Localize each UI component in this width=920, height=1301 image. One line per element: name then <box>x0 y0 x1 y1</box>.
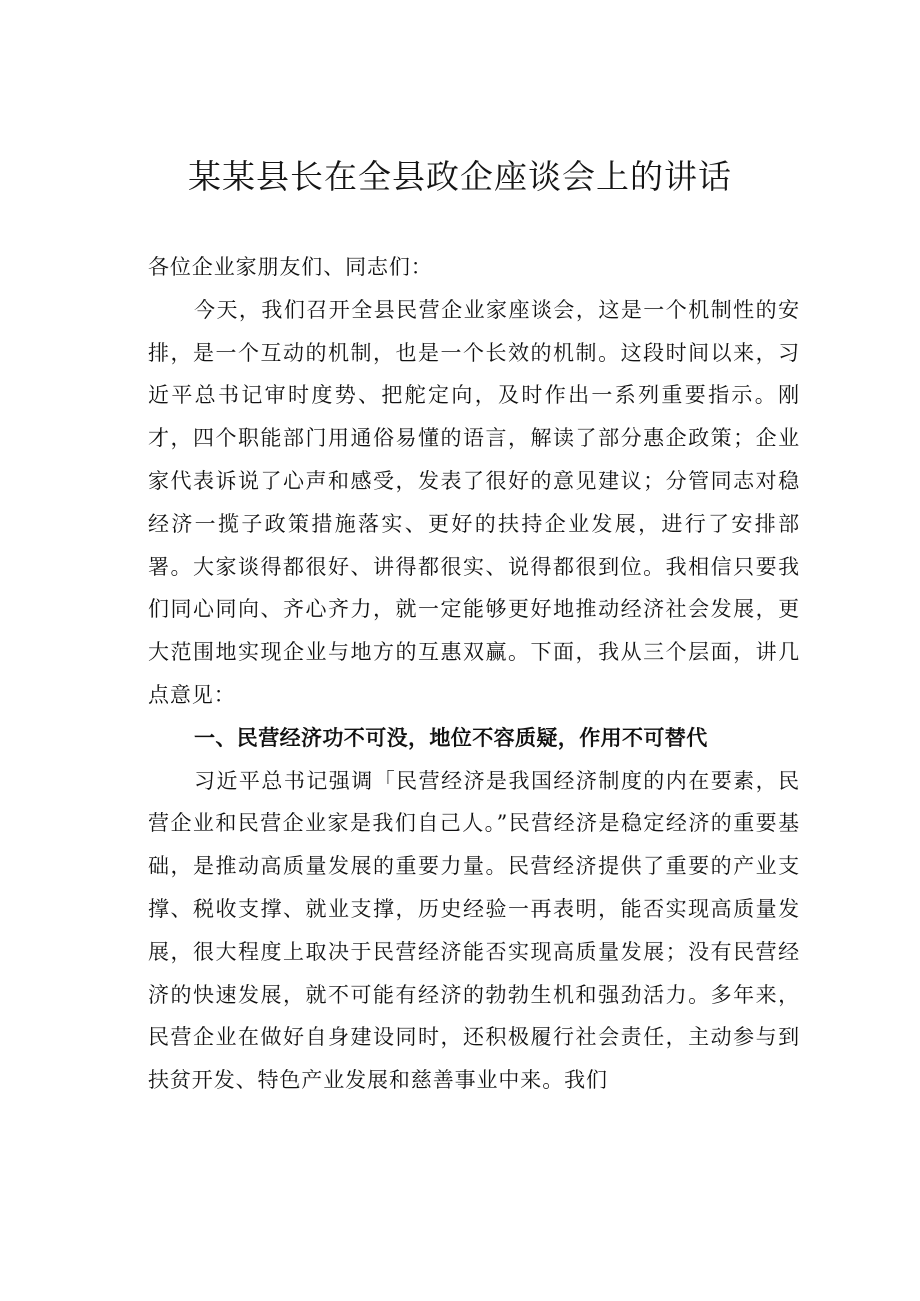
document-body <box>148 246 800 1102</box>
section-heading: 一、民营经济功不可没，地位不容质疑，作用不可替代 <box>194 725 708 750</box>
intro-paragraph: 今天，我们召开全县民营企业家座谈会，这是一个机制性的安排，是一个互动的机制，也是一个长效的机制。这段时间以来，习近平总书记审时度势、把舵定向，及时作出一系列重要指示。刚才，四个职能部门用通俗易懂的语言，解读了部分惠企政策；企业家代表诉说了心声和感受，发表了很好的意见建议；分管同志对稳经济一揽子政策措施落实、更好的扶持企业发展，进行了安排部署。大家谈得都很好、讲得都很实、说得都很到位。我相信只要我们同心同向、齐心齐力，就一定能够更好地推动经济社会发展，更大范围地实现企业与地方的互惠双赢。下面，我从三个层面，讲几点意见： <box>148 297 800 707</box>
section-paragraph: 习近平总书记强调「民营经济是我国经济制度的内在要素，民营企业和民营企业家是我们自己人。”民营经济是稳定经济的重要基础，是推动高质量发展的重要力量。民营经济提供了重要的产业支撑、税收支撑、就业支撑，历史经验一再表明，能否实现高质量发展，很大程度上取决于民营经济能否实现高质量发展；没有民营经济的快速发展，就不可能有经济的勃勃生机和强劲活力。多年来，民营企业在做好自身建设同时，还积极履行社会责任，主动参与到扶贫开发、特色产业发展和慈善事业中来。我们 <box>148 768 800 1093</box>
document-title: 某某县长在全县政企座谈会上的讲话 <box>188 157 732 196</box>
salutation: 各位企业家朋友们、同志们： <box>148 255 433 279</box>
